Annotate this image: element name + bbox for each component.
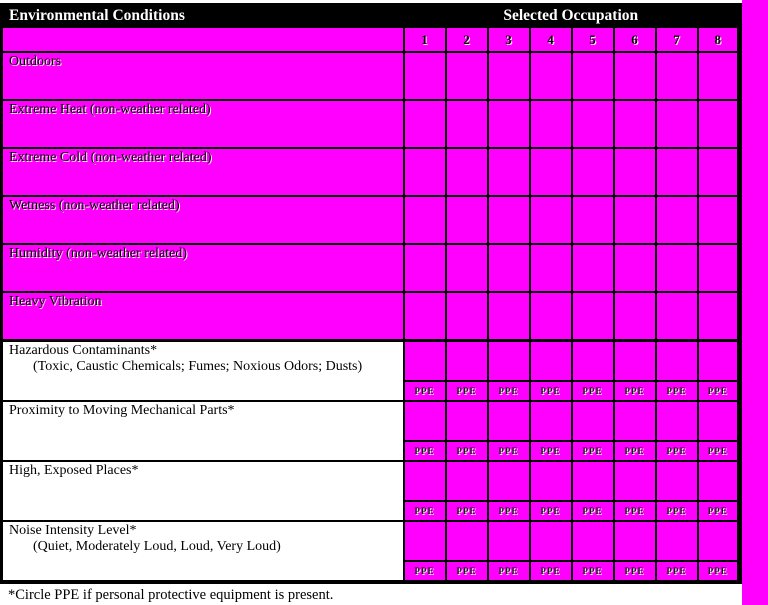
- entry-cell[interactable]: [404, 148, 446, 196]
- entry-cell[interactable]: [488, 292, 530, 341]
- entry-cell[interactable]: [572, 100, 614, 148]
- ppe-cell[interactable]: PPE: [404, 441, 446, 461]
- ppe-cell[interactable]: PPE: [656, 381, 698, 401]
- entry-cell[interactable]: [656, 292, 698, 341]
- entry-cell[interactable]: [446, 148, 488, 196]
- entry-cell[interactable]: [404, 100, 446, 148]
- entry-cell[interactable]: [656, 401, 698, 441]
- entry-cell[interactable]: [572, 244, 614, 292]
- entry-cell[interactable]: [572, 52, 614, 100]
- entry-cell[interactable]: [530, 292, 572, 341]
- entry-cell[interactable]: [404, 461, 446, 501]
- entry-cell[interactable]: [572, 196, 614, 244]
- ppe-cell[interactable]: PPE: [446, 381, 488, 401]
- corner-blank-cell: [2, 27, 404, 52]
- ppe-cell[interactable]: PPE: [614, 441, 656, 461]
- ppe-cell[interactable]: PPE: [698, 501, 740, 521]
- entry-cell[interactable]: [446, 461, 488, 501]
- ppe-cell[interactable]: PPE: [614, 501, 656, 521]
- condition-label-with-detail: [2, 461, 404, 521]
- entry-cell[interactable]: [614, 100, 656, 148]
- entry-cell[interactable]: [698, 461, 740, 501]
- entry-cell[interactable]: [572, 461, 614, 501]
- environmental-conditions-header: Environmental Conditions: [2, 4, 404, 27]
- entry-cell[interactable]: [656, 521, 698, 561]
- entry-cell[interactable]: [404, 292, 446, 341]
- entry-cell[interactable]: [572, 521, 614, 561]
- ppe-cell[interactable]: PPE: [530, 441, 572, 461]
- occupation-column-7: 7: [656, 27, 698, 52]
- condition-label: Wetness (non-weather related): [2, 196, 404, 244]
- ppe-cell[interactable]: PPE: [446, 501, 488, 521]
- ppe-cell[interactable]: PPE: [488, 501, 530, 521]
- entry-cell[interactable]: [488, 401, 530, 441]
- ppe-cell[interactable]: PPE: [488, 441, 530, 461]
- ppe-cell[interactable]: PPE: [530, 561, 572, 582]
- entry-cell[interactable]: [572, 341, 614, 382]
- entry-cell[interactable]: [572, 148, 614, 196]
- entry-cell[interactable]: [446, 401, 488, 441]
- occupation-column-3: 3: [488, 27, 530, 52]
- ppe-cell[interactable]: PPE: [656, 501, 698, 521]
- condition-label: Extreme Heat (non-weather related): [2, 100, 404, 148]
- condition-label: High, Exposed Places*: [9, 463, 139, 478]
- condition-row-hazardous-contaminants: [2, 341, 740, 382]
- entry-cell[interactable]: [530, 148, 572, 196]
- condition-row-humidity: [2, 244, 740, 292]
- entry-cell[interactable]: [530, 100, 572, 148]
- entry-cell[interactable]: [446, 100, 488, 148]
- occupation-column-2: 2: [446, 27, 488, 52]
- entry-cell[interactable]: [404, 52, 446, 100]
- environmental-conditions-table: [0, 3, 742, 584]
- condition-row-outdoors: [2, 52, 740, 100]
- entry-cell[interactable]: [488, 148, 530, 196]
- entry-cell[interactable]: [446, 521, 488, 561]
- entry-cell[interactable]: [488, 52, 530, 100]
- entry-cell[interactable]: [530, 244, 572, 292]
- ppe-cell[interactable]: PPE: [614, 381, 656, 401]
- ppe-cell[interactable]: PPE: [530, 381, 572, 401]
- footnote: *Circle PPE if personal protective equipment is present.: [0, 584, 742, 605]
- entry-cell[interactable]: [656, 196, 698, 244]
- entry-cell[interactable]: [404, 521, 446, 561]
- condition-label: Extreme Cold (non-weather related): [2, 148, 404, 196]
- entry-cell[interactable]: [614, 521, 656, 561]
- condition-label: Proximity to Moving Mechanical Parts*: [9, 403, 235, 418]
- condition-detail: (Quiet, Moderately Loud, Loud, Very Loud): [33, 539, 281, 554]
- entry-cell[interactable]: [614, 461, 656, 501]
- occupation-column-8: 8: [698, 27, 740, 52]
- ppe-cell[interactable]: PPE: [488, 381, 530, 401]
- entry-cell[interactable]: [404, 341, 446, 382]
- entry-cell[interactable]: [614, 52, 656, 100]
- ppe-cell[interactable]: PPE: [446, 441, 488, 461]
- entry-cell[interactable]: [698, 521, 740, 561]
- entry-cell[interactable]: [614, 196, 656, 244]
- occupation-column-6: 6: [614, 27, 656, 52]
- ppe-cell[interactable]: PPE: [446, 561, 488, 582]
- condition-label: Humidity (non-weather related): [2, 244, 404, 292]
- entry-cell[interactable]: [488, 244, 530, 292]
- ppe-cell[interactable]: PPE: [488, 561, 530, 582]
- ppe-cell[interactable]: PPE: [404, 561, 446, 582]
- condition-label: Noise Intensity Level*: [9, 523, 137, 538]
- ppe-cell[interactable]: PPE: [656, 561, 698, 582]
- ppe-cell[interactable]: PPE: [614, 561, 656, 582]
- entry-cell[interactable]: [488, 100, 530, 148]
- entry-cell[interactable]: [614, 401, 656, 441]
- occupation-column-5: 5: [572, 27, 614, 52]
- ppe-cell[interactable]: PPE: [572, 381, 614, 401]
- entry-cell[interactable]: [446, 244, 488, 292]
- entry-cell[interactable]: [698, 100, 740, 148]
- entry-cell[interactable]: [404, 244, 446, 292]
- entry-cell[interactable]: [656, 100, 698, 148]
- entry-cell[interactable]: [614, 292, 656, 341]
- occupation-number-row: [2, 27, 740, 52]
- entry-cell[interactable]: [698, 244, 740, 292]
- entry-cell[interactable]: [530, 521, 572, 561]
- entry-cell[interactable]: [446, 292, 488, 341]
- entry-cell[interactable]: [446, 196, 488, 244]
- condition-detail: (Toxic, Caustic Chemicals; Fumes; Noxious Odors; Dusts): [33, 359, 363, 374]
- entry-cell[interactable]: [530, 341, 572, 382]
- condition-label: Hazardous Contaminants*: [9, 343, 158, 358]
- ppe-cell[interactable]: PPE: [530, 501, 572, 521]
- entry-cell[interactable]: [698, 148, 740, 196]
- entry-cell[interactable]: [614, 148, 656, 196]
- condition-label: Heavy Vibration: [2, 292, 404, 341]
- condition-row-wetness: [2, 196, 740, 244]
- ppe-cell[interactable]: PPE: [572, 501, 614, 521]
- ppe-cell[interactable]: PPE: [698, 441, 740, 461]
- entry-cell[interactable]: [572, 401, 614, 441]
- entry-cell[interactable]: [446, 52, 488, 100]
- selected-occupation-header: Selected Occupation: [404, 4, 740, 27]
- entry-cell[interactable]: [530, 461, 572, 501]
- condition-label-with-detail: [2, 341, 404, 402]
- condition-row-extreme-heat: [2, 100, 740, 148]
- entry-cell[interactable]: [488, 196, 530, 244]
- entry-cell[interactable]: [572, 292, 614, 341]
- ppe-cell[interactable]: PPE: [404, 381, 446, 401]
- occupation-column-1: 1: [404, 27, 446, 52]
- ppe-cell[interactable]: PPE: [656, 441, 698, 461]
- condition-label-with-detail: [2, 521, 404, 582]
- entry-cell[interactable]: [530, 401, 572, 441]
- entry-cell[interactable]: [698, 401, 740, 441]
- entry-cell[interactable]: [698, 52, 740, 100]
- entry-cell[interactable]: [446, 341, 488, 382]
- occupation-column-4: 4: [530, 27, 572, 52]
- ppe-cell[interactable]: PPE: [572, 441, 614, 461]
- entry-cell[interactable]: [698, 196, 740, 244]
- condition-row-extreme-cold: [2, 148, 740, 196]
- entry-cell[interactable]: [698, 292, 740, 341]
- entry-cell[interactable]: [656, 461, 698, 501]
- entry-cell[interactable]: [656, 244, 698, 292]
- entry-cell[interactable]: [488, 341, 530, 382]
- table-header-row: [2, 4, 740, 27]
- entry-cell[interactable]: [656, 52, 698, 100]
- ppe-cell[interactable]: PPE: [572, 561, 614, 582]
- entry-cell[interactable]: [488, 521, 530, 561]
- ppe-cell[interactable]: PPE: [698, 561, 740, 582]
- condition-label: Outdoors: [2, 52, 404, 100]
- condition-row-heavy-vibration: [2, 292, 740, 341]
- entry-cell[interactable]: [614, 244, 656, 292]
- condition-row-high-exposed-places: [2, 461, 740, 501]
- entry-cell[interactable]: [530, 52, 572, 100]
- condition-row-moving-parts: [2, 401, 740, 441]
- entry-cell[interactable]: [404, 401, 446, 441]
- condition-label-with-detail: [2, 401, 404, 461]
- entry-cell[interactable]: [530, 196, 572, 244]
- condition-row-noise-intensity: [2, 521, 740, 561]
- entry-cell[interactable]: [404, 196, 446, 244]
- entry-cell[interactable]: [656, 341, 698, 382]
- entry-cell[interactable]: [614, 341, 656, 382]
- entry-cell[interactable]: [656, 148, 698, 196]
- ppe-cell[interactable]: PPE: [698, 381, 740, 401]
- entry-cell[interactable]: [698, 341, 740, 382]
- entry-cell[interactable]: [488, 461, 530, 501]
- ppe-cell[interactable]: PPE: [404, 501, 446, 521]
